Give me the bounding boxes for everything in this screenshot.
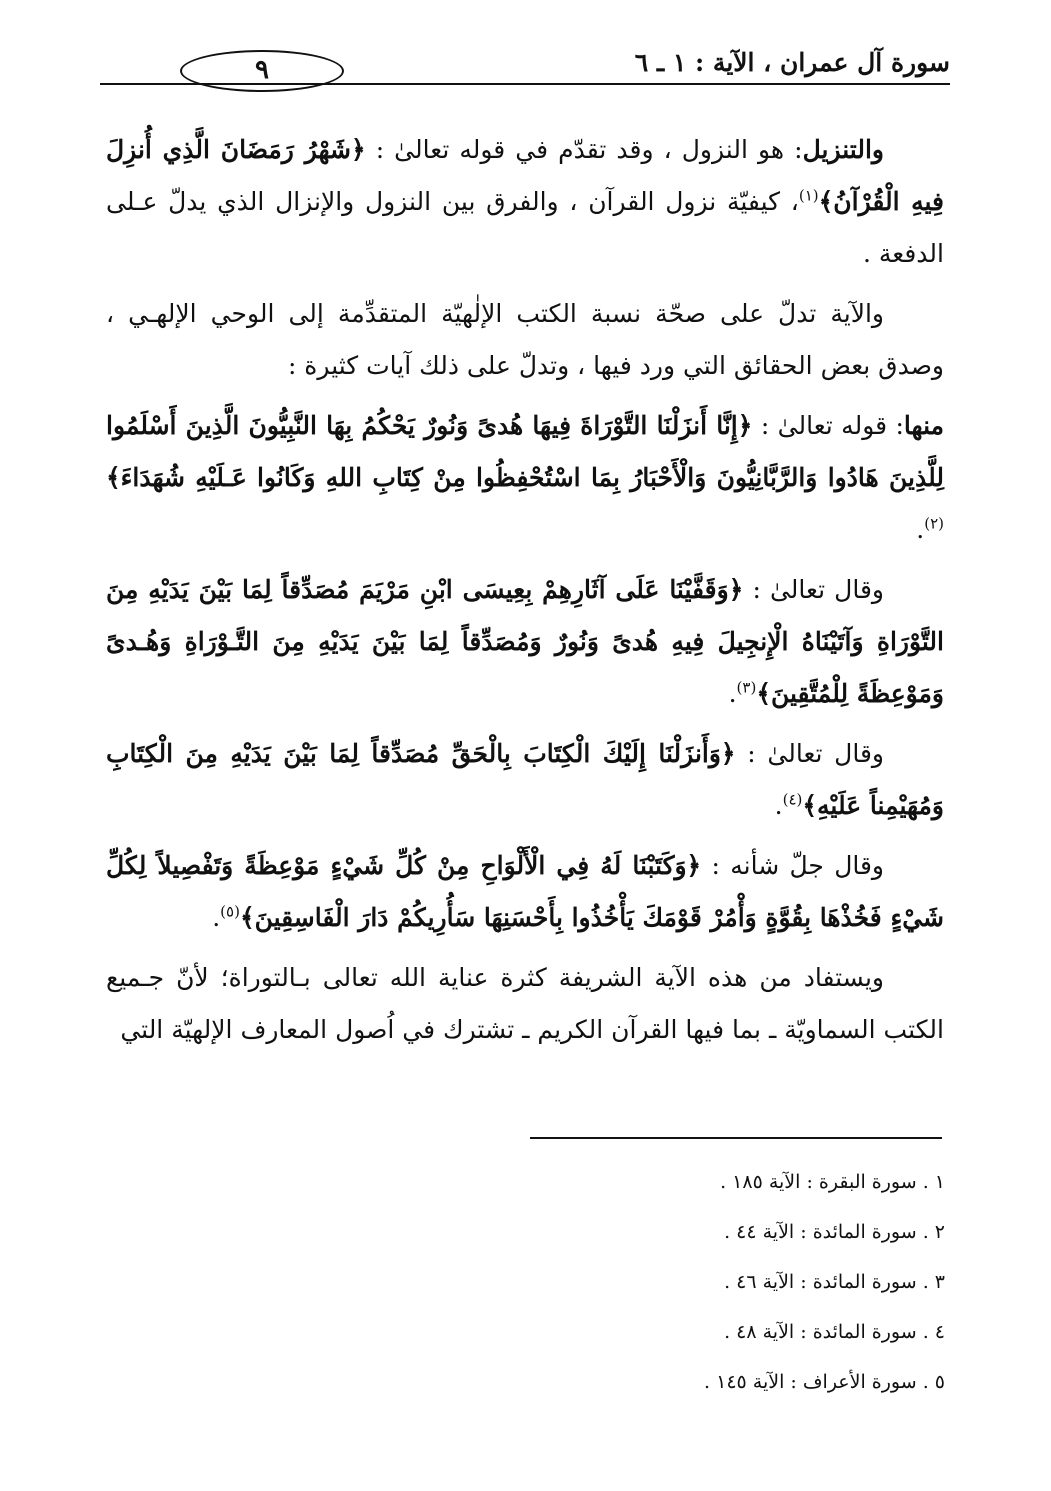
paragraph-3 [106,400,944,556]
footnote-ref: (٢) [924,514,944,533]
footnote-ref: (٥) [220,902,240,921]
quran-verse: ﴿وَكَتَبْنَا لَهُ فِي الْأَلْوَاحِ مِنْ كُلِّ شَيْءٍ مَوْعِظَةً وَتَفْصِيلاً لِكُلِّ شَيْءٍ فَخُذْهَا بِقُوَّةٍ وَأْمُرْ قَوْمَكَ يَأْخُذُوا بِأَحْسَنِهَا سَأُرِيكُمْ دَارَ الْفَاسِقِينَ﴾ [106,851,944,932]
quran-verse: ﴿شَهْرُ رَمَضَانَ الَّذِي أُنزِلَ فِيهِ الْقُرْآنُ﴾ [106,135,945,216]
text-before: ويستفاد من هذه الآية الشريفة كثرة عناية الله تعالى بـالتوراة؛ لأنّ جـميع الكتب السماويّة ـ بما فيها القرآن الكريم ـ تشترك في اُصول المعارف الإلهيّة التي [106,963,944,1044]
running-header [100,44,950,92]
header-title: سورة آل عمران ، الآية : ١ ـ ٦ [634,48,950,77]
quran-verse: ﴿وَأَنزَلْنَا إِلَيْكَ الْكِتَابَ بِالْحَقِّ مُصَدِّقاً لِمَا بَيْنَ يَدَيْهِ مِنَ الْكِتَابِ وَمُهَيْمِناً عَلَيْهِ﴾ [106,739,944,820]
text-before: : هو النزول ، وقد تقدّم في قوله تعالىٰ : [365,135,803,164]
text-after: . [212,903,221,932]
text-before: والآية تدلّ على صحّة نسبة الكتب الإلٰهيّة المتقدِّمة إلى الوحي الإلهـي ، وصدق بعض الحقائق التي ورد فيها ، وتدلّ على ذلك آيات كثيرة : [106,299,944,380]
lead-word: والتنزيل [802,135,884,164]
quran-verse: ﴿إِنَّا أَنزَلْنَا التَّوْرَاةَ فِيهَا هُدىً وَنُورٌ يَحْكُمُ بِهَا النَّبِيُّونَ الَّذِينَ أَسْلَمُوا لِلَّذِينَ هَادُوا وَالرَّبَّانِيُّونَ وَالْأَحْبَارُ بِمَا اسْتُحْفِظُوا مِنْ كِتَابِ اللهِ وَكَانُوا عَـلَيْهِ شُهَدَاءَ﴾ [106,411,944,492]
text-after: . [916,515,925,544]
paragraph-1 [106,124,944,280]
text-before: : قوله تعالىٰ : [752,411,904,440]
text-after: . [728,679,737,708]
footnote-2: ٢ . سورة المائدة : الآية ٤٤ . [724,1221,945,1243]
footnote-3: ٣ . سورة المائدة : الآية ٤٦ . [724,1271,945,1293]
footnote-5: ٥ . سورة الأعراف : الآية ١٤٥ . [704,1371,945,1393]
footnote-1: ١ . سورة البقرة : الآية ١٨٥ . [720,1171,945,1193]
text-after: . [774,791,783,820]
paragraph-2 [106,288,944,392]
text-before: وقال تعالىٰ : [743,575,884,604]
body-text [106,124,944,1064]
paragraph-7 [106,952,944,1056]
footnotes [445,1162,945,1412]
lead-word: منها [903,411,944,440]
text-before: وقال تعالىٰ : [735,739,884,768]
paragraph-6 [106,840,944,944]
footnote-ref: (٣) [736,678,757,697]
paragraph-5 [106,728,944,832]
footnote-divider [530,1137,942,1139]
footnote-4: ٤ . سورة المائدة : الآية ٤٨ . [724,1321,945,1343]
footnote-ref: (١) [798,186,819,205]
footnote-ref: (٤) [782,790,803,809]
header-divider [100,83,950,85]
paragraph-4 [106,564,944,720]
text-before: وقال جلّ شأنه : [701,851,884,880]
page-number: ٩ [180,50,344,92]
text-after: ، كيفيّة نزول القرآن ، والفرق بين النزول والإنزال الذي يدلّ عـلى الدفعة . [106,187,944,268]
quran-verse: ﴿وَقَفَّيْنَا عَلَى آثَارِهِمْ بِعِيسَى ابْنِ مَرْيَمَ مُصَدِّقاً لِمَا بَيْنَ يَدَيْهِ مِنَ التَّوْرَاةِ وَآتَيْنَاهُ الْإِنجِيلَ فِيهِ هُدىً وَنُورٌ وَمُصَدِّقاً لِمَا بَيْنَ يَدَيْهِ مِنَ التَّـوْرَاةِ وَهُـدىً وَمَوْعِظَةً لِلْمُتَّقِينَ﴾ [106,575,944,708]
